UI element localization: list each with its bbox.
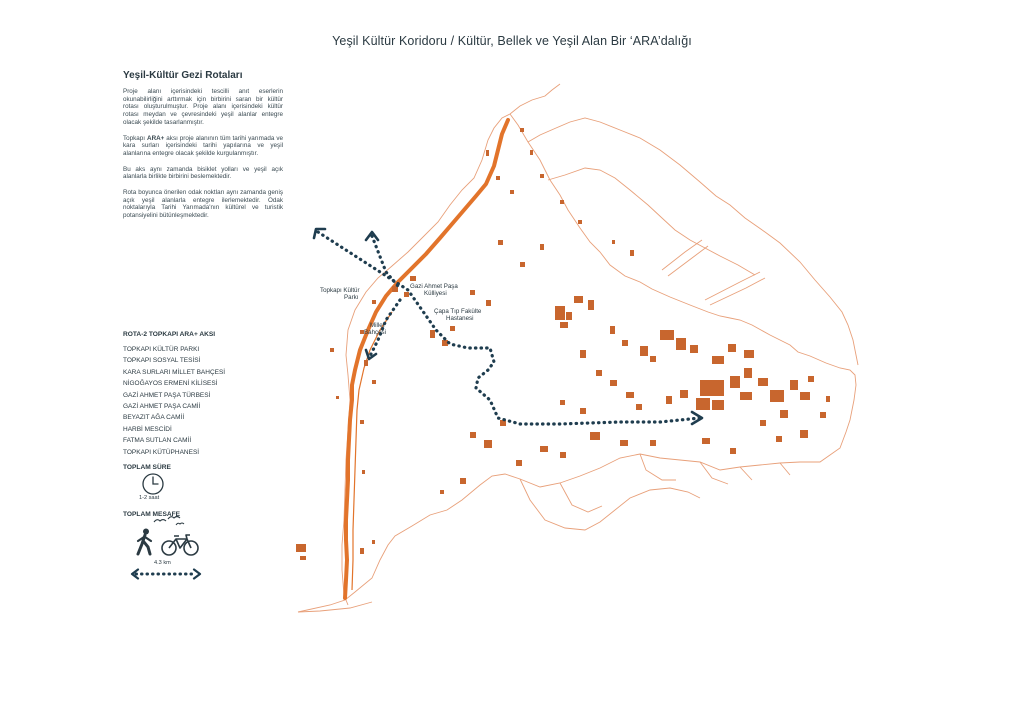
- duration-value: 1-2 saat: [139, 495, 160, 501]
- coastline: [298, 84, 858, 612]
- label-gazi-ahmet-pasa-2: Külliyesi: [424, 290, 447, 297]
- route-stop: GAZİ AHMET PAŞA CAMİİ: [123, 403, 201, 411]
- label-capa-hastanesi-2: Hastanesi: [446, 315, 474, 322]
- distance-heading: TOPLAM MESAFE: [123, 511, 181, 518]
- label-millet-bahcesi-2: Bahçesi: [364, 329, 387, 336]
- route-stop: GAZİ AHMET PAŞA TÜRBESİ: [123, 391, 211, 399]
- route-stop: TOPKAPI KÜLTÜR PARKI: [123, 346, 200, 353]
- route-stop: KARA SURLARI MİLLET BAHÇESİ: [123, 368, 226, 376]
- label-capa-hastanesi: Çapa Tıp Fakülte: [434, 308, 482, 315]
- para2-text-b: aksı proje alanının tüm tarihi yarımada ve kara surları içerisindeki tarihi yapılarına ve yeşil alanlarına entegre olacak şekilde kurgulanmıştır.: [123, 134, 284, 157]
- description-paragraph-4: Rota boyunca önerilen odak noktları aynı zamanda geniş açık yeşil alanlarla entegre ilerlemektedir. Odak noktalarıyla Tarihi Yarımada'nın kültürel ve turistik potansiyelini bütünleşmektedir.: [123, 189, 283, 220]
- description-paragraph-1: Proje alanı içerisindeki tescilli anıt eserlerin okunabilirliğini arttırmak için birbirini saran bir kültür rotası oluşturulmuştur. Proje alanı içerisindeki kültür rotası meydan ve çevresindeki yeşil alanlar entegre olacak şekilde tasarlanmıştır.: [123, 88, 283, 126]
- para2-text-a: Topkapı: [123, 134, 148, 142]
- label-topkapi-park: Topkapı Kültür: [320, 287, 360, 294]
- route-stop: FATMA SUTLAN CAMİİ: [123, 437, 192, 445]
- duration-heading: TOPLAM SÜRE: [123, 464, 171, 471]
- page-title: Yeşil Kültür Koridoru / Kültür, Bellek ve Yeşil Alan Bir ‘ARA’dalığı: [332, 34, 692, 48]
- label-millet-bahcesi: Millet: [370, 322, 385, 329]
- label-gazi-ahmet-pasa: Gazi Ahmet Paşa: [410, 283, 458, 290]
- route-stop: BEYAZIT AĞA CAMİİ: [123, 414, 185, 422]
- distance-value: 4.3 km: [154, 560, 171, 566]
- route-heading: ROTA-2 TOPKAPI ARA+ AKSI: [123, 331, 216, 338]
- description-paragraph-3: Bu aks aynı zamanda bisiklet yolları ve yeşil açık alanlarla birlikte birbirini beslemektedir.: [123, 165, 283, 181]
- label-topkapi-park-2: Parkı: [344, 294, 359, 301]
- route-stop: TOPKAPI SOSYAL TESİSİ: [123, 357, 201, 365]
- route-stop: HARBİ MESCİDİ: [123, 425, 172, 433]
- route-stop: TOPKAPI KÜTÜPHANESİ: [123, 448, 200, 456]
- route-stop: NİGOĞAYOS ERMENİ KİLİSESİ: [123, 380, 218, 388]
- ara-plus-emphasis: ARA+: [147, 134, 165, 142]
- section-heading: Yeşil-Kültür Gezi Rotaları: [123, 70, 243, 81]
